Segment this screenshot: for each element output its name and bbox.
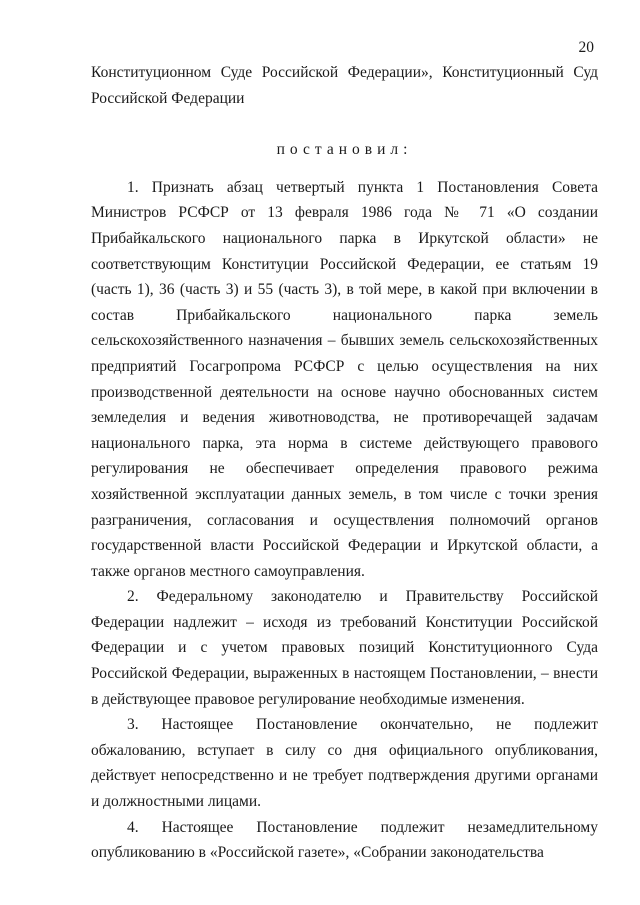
decision-heading: постановил: (276, 141, 413, 159)
intro-paragraph: Конституционном Суде Российской Федерации», Конституционный Суд Российской Федерации (91, 64, 598, 107)
page-number: 20 (578, 39, 594, 56)
item-paragraph-2: 2. Федеральному законодателю и Правительству Российской Федерации надлежит – исходя из требований Конституции Российской Федерации и с учетом правовых позиций Конституционного Суда Российской Федерации, выраженных в настоящем Постановлении, – внести в действующее правовое регулирование необходимые изменения. (91, 588, 598, 708)
item-paragraph-4: 4. Настоящее Постановление подлежит незамедлительному опубликованию в «Российской газете», «Собрании законодательства (91, 818, 598, 862)
item-paragraph-3: 3. Настоящее Постановление окончательно, не подлежит обжалованию, вступает в силу со дня официального опубликования, действует непосредственно и не требует подтверждения другими органами и должностными лицами. (91, 716, 598, 811)
document-body (91, 60, 598, 866)
item-paragraph-1: 1. Признать абзац четвертый пункта 1 Постановления Совета Министров РСФСР от 13 февраля 1986 года № 71 «О создании Прибайкальского национального парка в Иркутской области» не соответствующим Конституции Российской Федерации, ее статьям 19 (часть 1), 36 (часть 3) и 55 (часть 3), в той мере, в какой при включении в состав Прибайкальского национального парка земель сельскохозяйственного назначения – бывших земель сельскохозяйственных предприятий Госагропрома РСФСР с целью осуществления на них производственной деятельности на основе научно обоснованных систем земледелия и ведения животноводства, не противоречащей задачам национального парка, эта норма в системе действующего правового регулирования не обеспечивает определения правового режима хозяйственной эксплуатации данных земель, в том числе с точки зрения разграничения, согласования и осуществления полномочий органов государственной власти Российской Федерации и Иркутской области, а также органов местного самоуправления. (91, 178, 598, 580)
